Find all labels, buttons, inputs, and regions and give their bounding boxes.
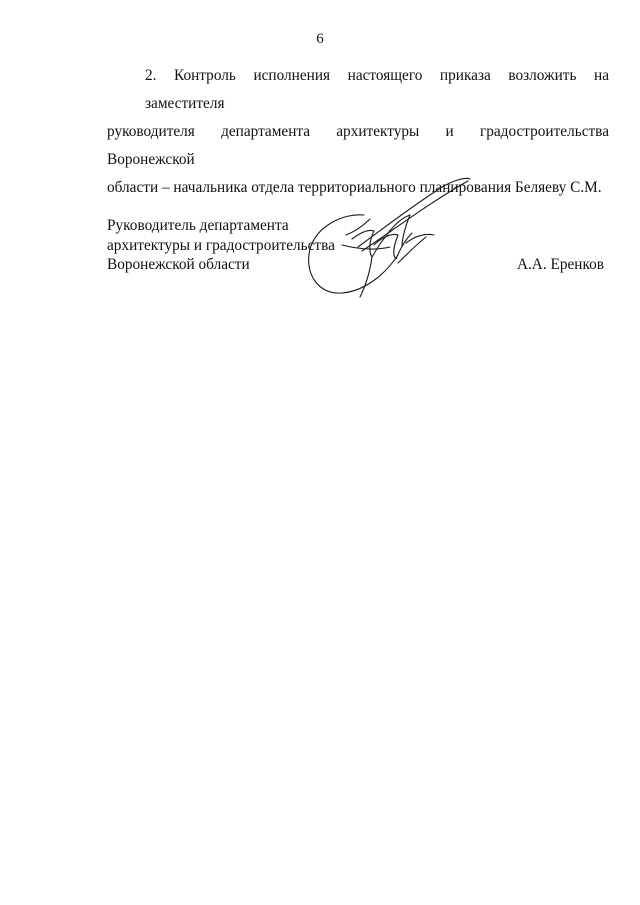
signatory-position xyxy=(107,216,335,275)
position-line-1: Руководитель департамента xyxy=(107,217,289,234)
paragraph-line-1: 2. Контроль исполнения настоящего приказа возложить на заместителя xyxy=(145,67,609,112)
signatory-name: А.А. Еренков xyxy=(516,256,604,273)
handwritten-signature xyxy=(302,175,482,300)
position-line-2: архитектуры и градостроительства xyxy=(107,236,335,254)
paragraph-line-3: области – начальника отдела территориального планирования Беляеву С.М. xyxy=(107,179,602,196)
paragraph-line-2: руководителя департамента архитектуры и градостроительства Воронежской xyxy=(107,123,609,168)
position-line-3: Воронежской области xyxy=(107,256,250,273)
page-number: 6 xyxy=(316,31,324,47)
